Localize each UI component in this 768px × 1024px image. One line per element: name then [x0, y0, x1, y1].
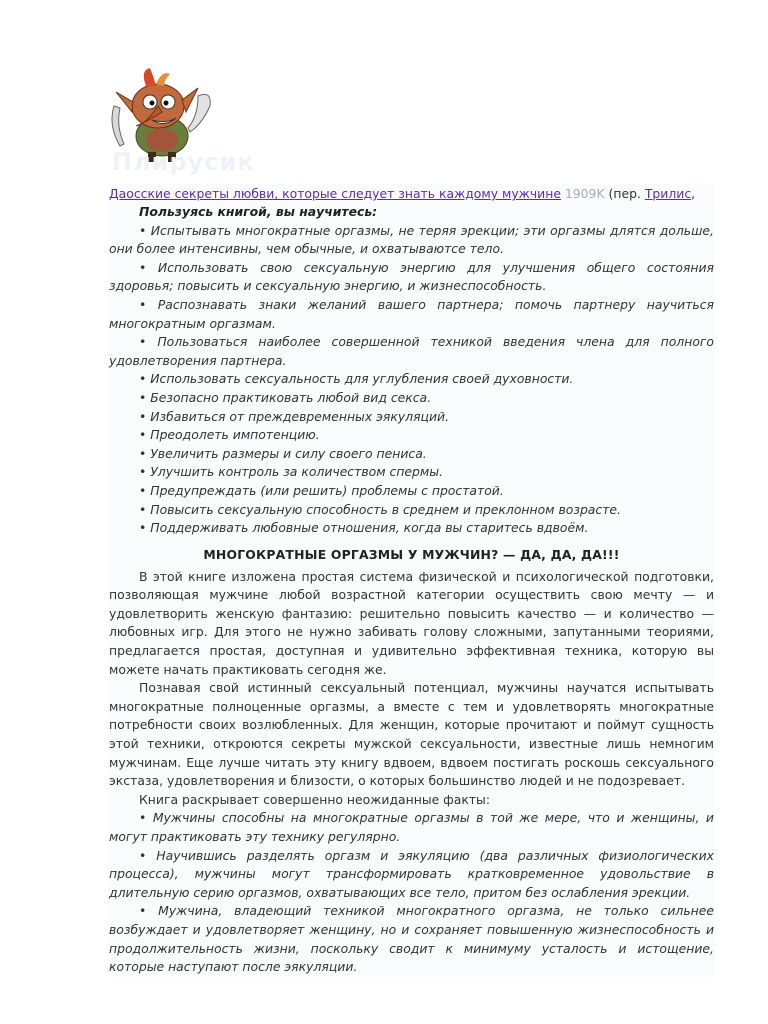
book-title-link[interactable]: Даосские секреты любви, которые следует знать каждому мужчине [109, 186, 561, 201]
site-watermark: Плирусик [112, 148, 255, 176]
fact-item: • Научившись разделять оргазм и эякуляцию (два различных физиологических процесса), мужчины могут трансформировать кратковременное удовольствие в длительную серию оргазмов, охватывающих все тело, притом без ослабления эрекции. [109, 847, 714, 900]
bullet-item: • Поддерживать любовные отношения, когда вы старитесь вдвоём. [139, 520, 589, 536]
bullet-item: • Преодолеть импотенцию. [139, 427, 320, 443]
book-header-line [109, 184, 714, 203]
bullet-item: • Распознавать знаки желаний вашего партнера; помочь партнеру научиться многократным оргазмам. [109, 296, 714, 331]
fact-item: • Мужчины способны на многократные оргазмы в той же мере, что и женщины, и могут практиковать эту технику регулярно. [109, 810, 714, 844]
translator-prefix: (пер. [608, 186, 641, 201]
body-paragraph: Книга раскрывает совершенно неожиданные факты: [139, 791, 491, 807]
bullet-item: • Пользоваться наиболее совершенной техникой введения члена для полного удовлетворения партнера. [109, 334, 714, 368]
bullet-item: • Увеличить размеры и силу своего пениса. [139, 445, 427, 461]
intro-lead: Пользуясь книгой, вы научитесь: [139, 204, 378, 219]
translator-link[interactable]: Трилис [644, 186, 692, 201]
fact-item: • Мужчина, владеющий техникой многократного оргазма, не только сильнее возбуждает и удовлетворяет женщину, но и сохраняет повышенную жизнеспособность и продолжительность жизни, поскольку сводит к минимуму усталость и истощение, которые наступают после эякуляции. [109, 903, 714, 975]
body-paragraph: В этой книге изложена простая система физической и психологической подготовки, позволяющая мужчине любой возрастной категории осуществить свою мечту — и удовлетворить женскую фантазию: решительно повысить качество — и количество — любовных игр. Для этого не нужно забивать голову сложными, запутанными теориями, предлагается простая, доступная и удивительно эффективная техника, которую вы можете начать практиковать сегодня же. [109, 568, 714, 677]
bullet-item: • Использовать свою сексуальную энергию для улучшения общего состояния здоровья; повысить и сексуальную энергию, и жизнеспособность. [109, 259, 714, 294]
bullet-item: • Испытывать многократные оргазмы, не теряя эрекции; эти оргазмы длятся дольше, они более интенсивны, чем обычные, и охватываютсе тело. [109, 222, 714, 257]
body-paragraph: Познавая свой истинный сексуальный потенциал, мужчины научатся испытывать многократные полноценные оргазмы, а вместе с тем и удовлетворять многократные потребности своих возлюбленных. Для женщин, которые прочитают и поймут сущность этой техники, откроются секреты мужской сексуальности, известные лишь немногим мужчинам. Еще лучше читать эту книгу вдвоем, вдвоем постигать роскошь сексуального экстаза, удовлетворения и близости, о которых большинство людей и не подозревает. [109, 680, 714, 789]
bullet-item: • Улучшить контроль за количеством спермы. [139, 464, 443, 480]
bullet-item: • Повысить сексуальную способность в среднем и преклонном возрасте. [139, 501, 621, 517]
bullet-item: • Избавиться от преждевременных эякуляций. [139, 408, 450, 424]
section-heading: МНОГОКРАТНЫЕ ОРГАЗМЫ У МУЖЧИН? — ДА, ДА, ДА!!! [203, 546, 620, 562]
book-description [109, 184, 714, 977]
bullet-item: • Предупреждать (или решить) проблемы с простатой. [139, 482, 504, 498]
bullet-item: • Использовать сексуальность для углубления своей духовности. [139, 371, 574, 387]
bullet-item: • Безопасно практиковать любой вид секса. [139, 389, 432, 405]
file-size: 1909K [564, 186, 605, 201]
translator-suffix: , [691, 186, 696, 201]
